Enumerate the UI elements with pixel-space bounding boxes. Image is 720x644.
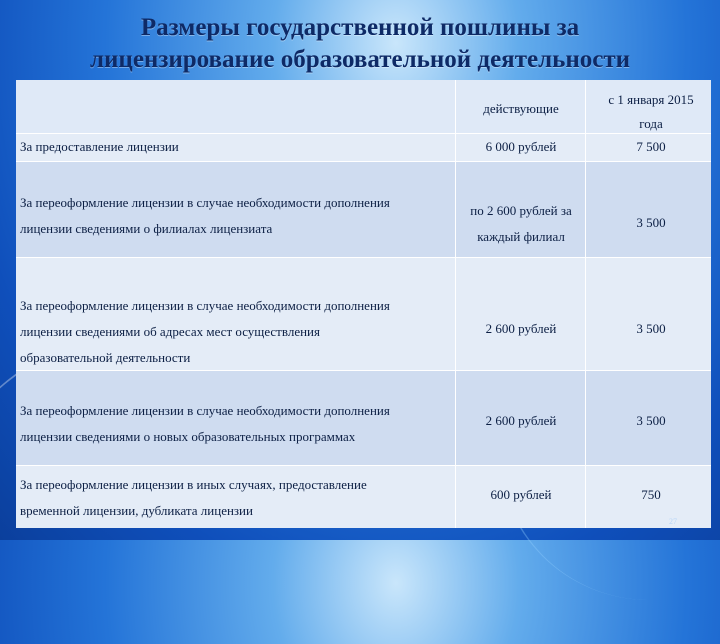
row-current-fee <box>461 198 581 250</box>
header-text-line: года <box>639 116 663 131</box>
row-divider <box>16 133 711 134</box>
text-line: временной лицензии, дубликата лицензии <box>20 503 253 518</box>
text-line: по 2 600 рублей за <box>470 203 572 218</box>
text-line: лицензии сведениями об адресах мест осуществления <box>20 324 320 339</box>
row-divider <box>16 257 711 258</box>
row-current-fee <box>461 318 581 340</box>
text-line: 2 600 рублей <box>485 413 557 428</box>
text-line: За переоформление лицензии в случае необходимости дополнения <box>20 195 390 210</box>
row-description <box>20 398 450 450</box>
text-line: лицензии сведениями о новых образовательных программах <box>20 429 356 444</box>
text-line: 6 000 рублей <box>485 139 557 154</box>
row-fee-2015 <box>591 318 711 340</box>
text-line: 3 500 <box>636 215 666 230</box>
fee-table <box>16 80 711 528</box>
text-line: образовательной деятельности <box>20 350 191 365</box>
text-line: 3 500 <box>636 413 666 428</box>
row-description <box>20 190 450 242</box>
column-divider <box>455 80 456 528</box>
text-line: За переоформление лицензии в случае необходимости дополнения <box>20 403 390 418</box>
text-line: каждый филиал <box>477 229 565 244</box>
slide-title-line: Размеры государственной пошлины за <box>140 14 580 41</box>
row-fee-2015 <box>591 136 711 158</box>
slide-title <box>0 12 720 76</box>
text-line: лицензии сведениями о филиалах лицензиата <box>20 221 273 236</box>
row-divider <box>16 370 711 371</box>
row-description <box>20 136 450 158</box>
row-description <box>20 472 450 524</box>
header-cell-current: действующие <box>483 101 559 116</box>
text-line: 7 500 <box>636 139 666 154</box>
row-fee-2015 <box>591 212 711 234</box>
header-text-line: с 1 января 2015 <box>608 92 694 107</box>
text-line: 600 рублей <box>490 487 552 502</box>
row-current-fee <box>461 484 581 506</box>
text-line: За переоформление лицензии в иных случаях, предоставление <box>20 477 367 492</box>
text-line: За предоставление лицензии <box>20 139 179 154</box>
column-divider <box>585 80 586 528</box>
slide-title-line: лицензирование образовательной деятельности <box>89 46 630 73</box>
header-cell-from-2015 <box>591 88 711 136</box>
row-fee-2015 <box>591 484 711 506</box>
row-current-fee <box>461 410 581 432</box>
text-line: За переоформление лицензии в случае необходимости дополнения <box>20 298 390 313</box>
text-line: 3 500 <box>636 321 666 336</box>
row-fee-2015 <box>591 410 711 432</box>
row-current-fee <box>461 136 581 158</box>
text-line: 2 600 рублей <box>485 321 557 336</box>
row-divider <box>16 161 711 162</box>
row-divider <box>16 465 711 466</box>
text-line: 750 <box>641 487 661 502</box>
row-description <box>20 293 450 371</box>
page-number: 27 <box>669 517 677 526</box>
